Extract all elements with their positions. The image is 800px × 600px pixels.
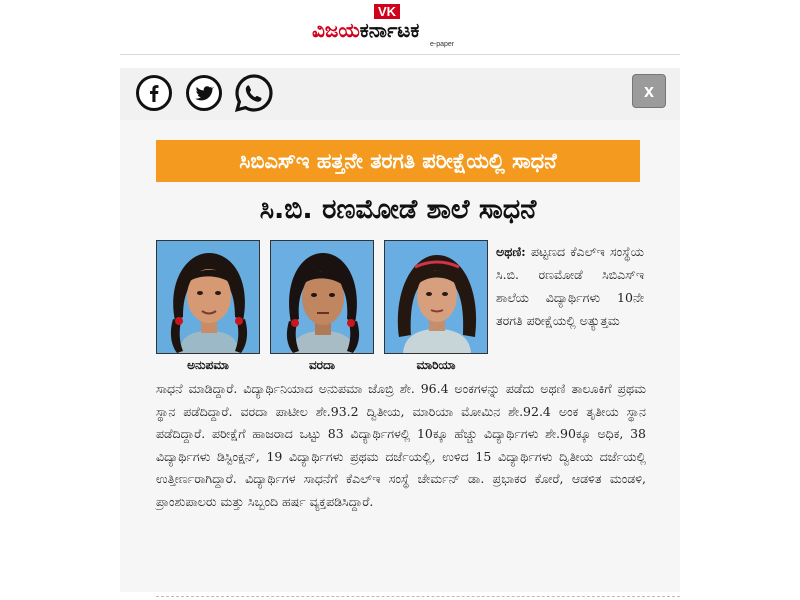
share-toolbar xyxy=(120,68,680,120)
twitter-share-button[interactable] xyxy=(186,75,222,111)
logo-part1: ವಿಜಯ xyxy=(312,18,360,42)
student-photo-2 xyxy=(270,240,374,354)
student-caption-3: ಮಾರಿಯಾ xyxy=(416,358,456,372)
article-lead xyxy=(496,240,644,332)
article-dateline: ಅಥಣಿ: xyxy=(496,244,526,259)
article-body: ಸಾಧನೆ ಮಾಡಿದ್ದಾರೆ. ವಿದ್ಯಾರ್ಥಿನಿಯಾದ ಅನುಪಮಾ ಜೊಬ್ರಿ ಶೇ. 96.4 ಅಂಕಗಳನ್ನು ಪಡೆದು ಅಥಣಿ ತಾಲೂಕಿಗೆ ಪ್ರಥಮ ಸ್ಥಾನ ಪಡೆದಿದ್ದಾರೆ. ವರದಾ ಪಾಟೀಲ ಶೇ.93.2 ದ್ವಿತೀಯ, ಮಾರಿಯಾ ಮೋಮಿನ ಶೇ.92.4 ಅಂಕ ತೃತೀಯ ಸ್ಥಾನ ಪಡೆದಿದ್ದಾರೆ. ಪರೀಕ್ಷೆಗೆ ಹಾಜರಾದ ಒಟ್ಟು 83 ವಿದ್ಯಾರ್ಥಿಗಳಲ್ಲಿ 10ಕ್ಕೂ ಹೆಚ್ಚು ವಿದ್ಯಾರ್ಥಿಗಳು ಶೇ.90ಕ್ಕೂ ಅಧಿಕ, 38 ವಿದ್ಯಾರ್ಥಿಗಳು ಡಿಸ್ಟಿಂಕ್ಷನ್, 19 ವಿದ್ಯಾರ್ಥಿಗಳು ಪ್ರಥಮ ದರ್ಜೆಯಲ್ಲಿ, ಉಳಿದ 15 ವಿದ್ಯಾರ್ಥಿಗಳು ದ್ವಿತೀಯ ದರ್ಜೆಯಲ್ಲಿ ಉತ್ತೀರ್ಣರಾಗಿದ್ದಾರೆ. ವಿದ್ಯಾರ್ಥಿಗಳ ಸಾಧನೆಗೆ ಕೆಎಲ್‌ಇ ಸಂಸ್ಥೆ ಚೇರ್ಮನ್ ಡಾ. ಪ್ರಭಾಕರ ಕೋರೆ, ಆಡಳಿತ ಮಂಡಳಿ, ಪ್ರಾಂಶುಪಾಲರು ಮತ್ತು ಸಿಬ್ಬಂದಿ ಹರ್ಷ ವ್ಯಕ್ತಪಡಿಸಿದ್ದಾರೆ. xyxy=(156,381,646,509)
student-caption-2: ವರದಾ xyxy=(308,358,336,372)
close-button[interactable]: x xyxy=(632,74,666,108)
logo-subtitle: e-paper xyxy=(430,41,455,48)
student-photo-1 xyxy=(156,240,260,354)
student-photo-1-image xyxy=(157,241,260,354)
page-header xyxy=(0,0,800,54)
header-divider xyxy=(120,54,680,55)
article-kicker: ಸಿಬಿಎಸ್‌ಇ ಹತ್ತನೇ ತರಗತಿ ಪರೀಕ್ಷೆಯಲ್ಲಿ ಸಾಧನೆ xyxy=(156,140,640,182)
logo-part2: ಕರ್ನಾಟಕ xyxy=(359,18,420,42)
facebook-icon xyxy=(144,83,164,103)
student-caption-1: ಅನುಪಮಾ xyxy=(187,358,229,372)
student-photo-3-image xyxy=(385,241,488,354)
whatsapp-icon xyxy=(234,73,274,113)
article-headline: ಸಿ.ಬಿ. ರಣಮೋಡೆ ಶಾಲೆ ಸಾಧನೆ xyxy=(259,194,537,225)
logo-wordmark xyxy=(312,18,419,42)
footer-divider xyxy=(156,596,680,597)
student-photo-3 xyxy=(384,240,488,354)
article-lead-text: ಪಟ್ಟಣದ ಕೆಎಲ್‌ಇ ಸಂಸ್ಥೆಯ ಸಿ.ಬಿ. ರಣಮೋಡೆ ಸಿಬಿಎಸ್‌ಇ ಶಾಲೆಯ ವಿದ್ಯಾರ್ಥಿಗಳು 10ನೇ ತರಗತಿ ಪರೀಕ್ಷೆಯಲ್ಲಿ ಅತ್ಯುತ್ತಮ xyxy=(496,244,644,328)
logo-badge: VK xyxy=(374,4,400,19)
vijay-karnataka-logo[interactable] xyxy=(312,4,488,50)
facebook-share-button[interactable] xyxy=(136,75,172,111)
article-clipping xyxy=(120,120,680,592)
twitter-icon xyxy=(194,83,214,103)
whatsapp-share-button[interactable] xyxy=(234,73,274,113)
student-photo-2-image xyxy=(271,241,374,354)
